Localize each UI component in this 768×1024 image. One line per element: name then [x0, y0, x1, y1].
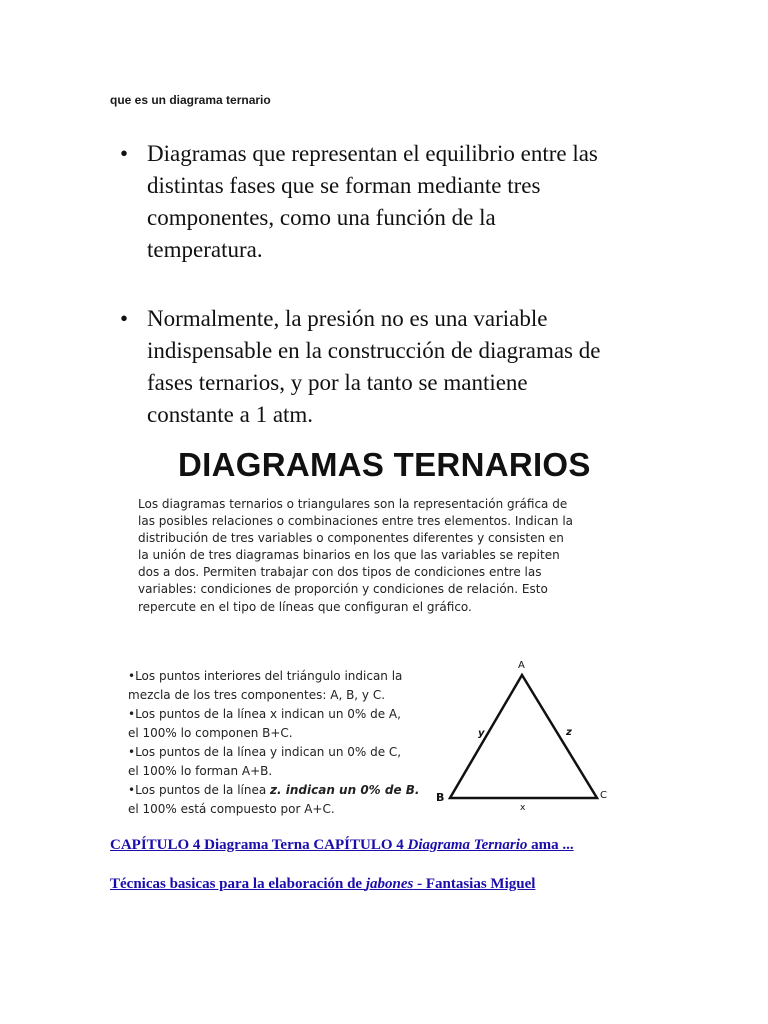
point-line: mezcla de los tres componentes: A, B, y C.	[128, 688, 386, 702]
ternary-triangle-diagram	[430, 655, 620, 810]
bullet-line: fases ternarios, y por la tanto se mantiene	[147, 370, 528, 395]
link-text: Técnicas basicas para la elaboración de	[110, 876, 366, 892]
point-line: •Los puntos de la línea x indican un 0% de A,	[128, 707, 401, 721]
paragraph-line: dos a dos. Permiten trabajar con dos tipos de condiciones entre las	[138, 565, 542, 580]
paragraph-line: las posibles relaciones o combinaciones entre tres elementos. Indican la	[138, 514, 574, 529]
bullet-line: Normalmente, la presión no es una variable	[147, 306, 548, 331]
triangle-outline	[450, 675, 597, 798]
section-paragraph	[138, 496, 573, 616]
paragraph-line: Los diagramas ternarios o triangulares son la representación gráfica de	[138, 497, 568, 511]
paragraph-line: distribución de tres variables o componentes diferentes y consisten en	[138, 531, 564, 546]
bullet-marker: •	[120, 306, 129, 331]
bullet-line: Diagramas que representan el equilibrio entre las	[147, 141, 598, 166]
vertex-label-b: B	[436, 791, 445, 804]
point-line: el 100% está compuesto por A+C.	[128, 802, 335, 816]
point-z-emphasis: z. indican un 0% de B.	[270, 783, 420, 797]
side-label-z: z	[566, 727, 572, 738]
link-text: - Fantasias Miguel	[413, 876, 536, 892]
link-tecnicas-jabones[interactable]	[110, 876, 535, 893]
link-text: ama ...	[527, 837, 574, 853]
bullet-line: indispensable en la construcción de diagramas de	[147, 338, 601, 363]
link-tecnicas-jabones-anchor[interactable]	[110, 876, 535, 892]
point-line: •Los puntos de la línea y indican un 0% de C,	[128, 745, 402, 759]
link-text-italic: Diagrama Ternario	[407, 837, 528, 853]
link-text-italic: jabones	[365, 876, 414, 892]
page-heading: que es un diagrama ternario	[110, 93, 271, 107]
point-line: •Los puntos interiores del triángulo indican la	[128, 669, 403, 683]
link-capitulo-4-anchor[interactable]	[110, 837, 574, 853]
paragraph-line: variables: condiciones de proporción y condiciones de relación. Esto	[138, 582, 548, 597]
bullet-line: distintas fases que se forman mediante tres	[147, 173, 541, 198]
section-title: DIAGRAMAS TERNARIOS	[178, 446, 591, 483]
point-line: el 100% lo forman A+B.	[128, 764, 273, 778]
point-line-z	[128, 781, 419, 800]
point-line: el 100% lo componen B+C.	[128, 726, 293, 740]
paragraph-line: la unión de tres diagramas binarios en los que las variables se repiten	[138, 548, 560, 563]
side-label-y: y	[478, 728, 485, 739]
vertex-label-c: C	[600, 790, 607, 801]
bullet-line: constante a 1 atm.	[147, 402, 314, 427]
bullet-marker: •	[120, 141, 129, 166]
link-text: CAPÍTULO 4 Diagrama Terna CAPÍTULO 4	[110, 837, 408, 853]
paragraph-line: repercute en el tipo de líneas que configuran el gráfico.	[138, 599, 472, 614]
bullet-definition	[120, 138, 660, 268]
side-label-x: x	[520, 803, 526, 810]
triangle-points-list	[128, 667, 419, 819]
bullet-pressure	[120, 303, 660, 433]
vertex-label-a: A	[518, 660, 525, 671]
point-z-prefix: •Los puntos de la línea	[128, 783, 271, 797]
bullet-line: temperatura.	[147, 237, 263, 262]
bullet-line: componentes, como una función de la	[147, 205, 496, 230]
link-capitulo-4[interactable]	[110, 837, 574, 854]
